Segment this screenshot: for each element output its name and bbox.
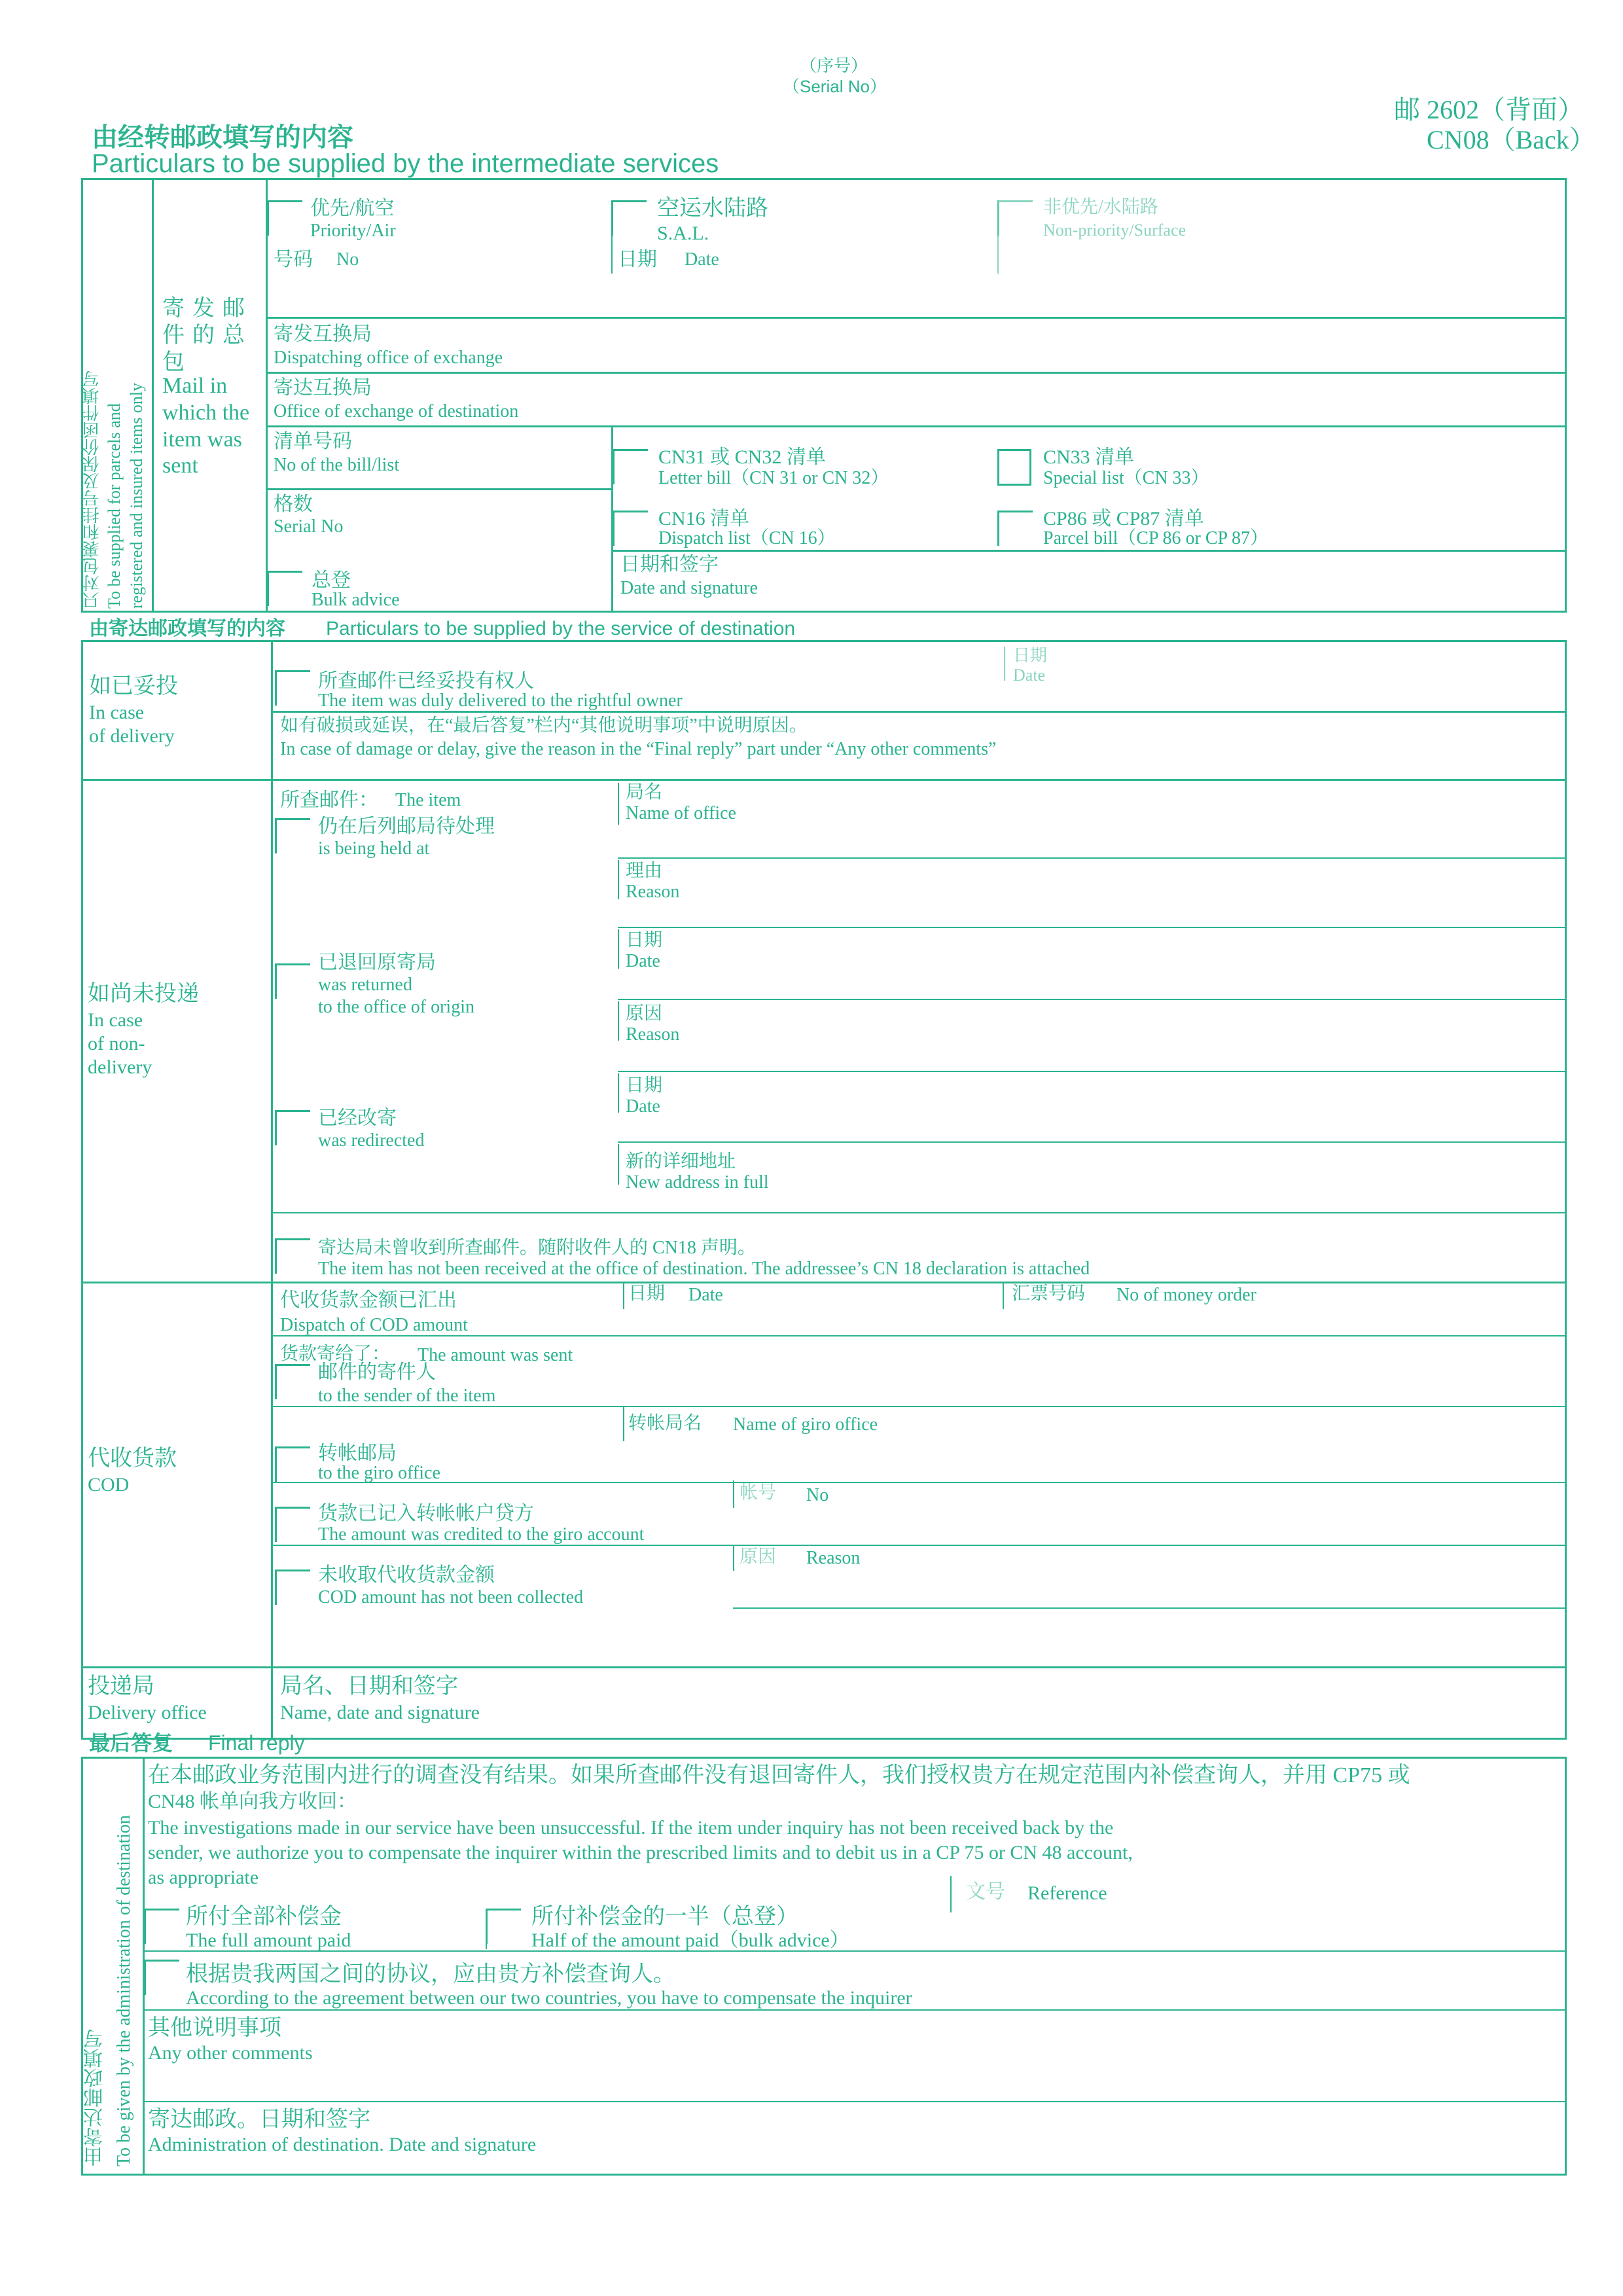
full-amount-en: The full amount paid: [186, 1929, 351, 1951]
not-collected-cn: 未收取代收货款金额: [318, 1564, 495, 1586]
not-received-en: The item has not been received at the office of destination. The addressee’s CN 18 declaration is attached: [318, 1259, 1090, 1279]
section2-title-cn: 由寄达邮政填写的内容: [89, 618, 285, 639]
nondelivery-label-en1: In case: [88, 1009, 143, 1031]
sal-date-cn: 日期: [618, 249, 657, 270]
sal-label-en: S.A.L.: [657, 223, 709, 244]
new-address-en: New address in full: [626, 1172, 769, 1193]
cp86-label-en: Parcel bill（CP 86 or CP 87）: [1043, 528, 1269, 548]
cod-date-cn: 日期: [628, 1283, 666, 1304]
redirected-date-cn: 日期: [626, 1075, 663, 1096]
section3-side-cn: 由寄达邮政填写: [84, 2029, 106, 2166]
amount-sent-cn: 货款寄给了：: [280, 1344, 391, 1364]
cod-label-en: COD: [88, 1474, 130, 1496]
cn31-label-cn: CN31 或 CN32 清单: [658, 446, 826, 468]
full-amount-cn: 所付全部补偿金: [186, 1905, 342, 1929]
giro-office-en: to the giro office: [318, 1463, 440, 1483]
cod-date-en: Date: [688, 1285, 723, 1305]
credited-checkbox[interactable]: [275, 1507, 310, 1542]
form-number-cn: 邮 2602（背面）: [1394, 95, 1584, 124]
reason2-cn: 原因: [626, 1003, 663, 1024]
not-collected-en: COD amount has not been collected: [318, 1587, 584, 1607]
number-label-en: No: [336, 249, 359, 270]
reference-en: Reference: [1027, 1882, 1107, 1904]
returned-label-en1: was returned: [318, 975, 412, 995]
surface-checkbox[interactable]: [997, 200, 1033, 236]
sender-en: to the sender of the item: [318, 1386, 496, 1406]
cn16-label-en: Dispatch list（CN 16）: [658, 528, 836, 548]
cn31-label-en: Letter bill（CN 31 or CN 32）: [658, 468, 889, 488]
office-name-en: Name of office: [626, 803, 736, 823]
damage-note-en: In case of damage or delay, give the reason in the “Final reply” part under “Any other comments”: [280, 739, 997, 759]
half-amount-en: Half of the amount paid（bulk advice）: [531, 1929, 849, 1951]
bill-no-cn: 清单号码: [274, 431, 352, 452]
returned-checkbox[interactable]: [275, 963, 310, 999]
dispatch-office-cn: 寄发互换局: [274, 323, 372, 345]
admin-destination-en: Administration of destination. Date and signature: [148, 2134, 537, 2155]
agreement-en: According to the agreement between our two countries, you have to compensate the inquirer: [186, 1987, 912, 2009]
section1-side-en1: To be supplied for parcels and: [105, 403, 124, 609]
agreement-cn: 根据贵我两国之间的协议，应由贵方补偿查询人。: [186, 1962, 675, 1986]
bulk-advice-cn: 总登: [312, 569, 351, 591]
new-address-cn: 新的详细地址: [626, 1151, 736, 1172]
delivered-label-cn: 所查邮件已经妥投有权人: [318, 670, 534, 692]
item-label-cn: 所查邮件：: [280, 789, 378, 811]
delivery-label-en2: of delivery: [89, 725, 175, 747]
delivery-label-en1: In case: [89, 702, 145, 723]
sender-checkbox[interactable]: [275, 1364, 310, 1399]
serial-label-en: （Serial No）: [783, 77, 887, 96]
reason1-cn: 理由: [626, 861, 663, 881]
redirected-label-en: was redirected: [318, 1130, 425, 1151]
serial-no-cn: 格数: [274, 493, 313, 515]
giro-name-cn: 转帐局名: [628, 1413, 702, 1433]
giro-office-cn: 转帐邮局: [318, 1443, 397, 1464]
delivered-date-cn: 日期: [1013, 646, 1048, 665]
serial-label-cn: （序号）: [800, 56, 868, 75]
item-label-en: The item: [395, 790, 461, 810]
bulk-advice-en: Bulk advice: [312, 590, 400, 610]
priority-checkbox[interactable]: [267, 200, 302, 236]
section3-side-en: To be given by the administration of destination: [114, 1815, 134, 2166]
name-date-signature-en: Name, date and signature: [280, 1702, 480, 1723]
section1-title-en: Particulars to be supplied by the intermediate services: [92, 149, 719, 178]
dest-office-cn: 寄达互换局: [274, 377, 372, 399]
delivered-date-en: Date: [1013, 666, 1046, 685]
number-label-cn: 号码: [274, 249, 313, 270]
account-no-en: No: [806, 1485, 829, 1505]
cn33-label-cn: CN33 清单: [1043, 446, 1135, 468]
not-received-checkbox[interactable]: [275, 1238, 310, 1274]
giro-name-en: Name of giro office: [733, 1414, 878, 1435]
cn33-label-en: Special list（CN 33）: [1043, 468, 1209, 488]
final-reply-para-cn1: 在本邮政业务范围内进行的调查没有结果。如果所查邮件没有退回寄件人，我们授权贵方在规定范围内补偿查询人，并用 CP75 或: [148, 1763, 1410, 1787]
held-label-en: is being held at: [318, 838, 430, 859]
full-amount-checkbox[interactable]: [144, 1909, 179, 1944]
serial-no-en: Serial No: [274, 516, 344, 537]
section1-title-cn: 由经转邮政填写的内容: [92, 123, 353, 152]
surface-label-en: Non-priority/Surface: [1043, 221, 1186, 240]
returned-label-cn: 已退回原寄局: [318, 952, 436, 973]
held-checkbox[interactable]: [275, 818, 310, 853]
delivery-office-cn: 投递局: [88, 1674, 154, 1698]
dispatch-office-en: Dispatching office of exchange: [274, 348, 503, 368]
mail-label-en: Mail in which the item was sent: [162, 374, 250, 478]
not-received-cn: 寄达局未曾收到所查邮件。随附收件人的 CN18 声明。: [318, 1238, 756, 1258]
reason1-en: Reason: [626, 882, 680, 902]
returned-date-en: Date: [626, 951, 660, 971]
comments-cn: 其他说明事项: [148, 2016, 281, 2040]
nondelivery-label-en3: delivery: [88, 1056, 152, 1078]
reason2-en: Reason: [626, 1024, 680, 1045]
priority-label-en: Priority/Air: [310, 221, 396, 241]
delivery-office-en: Delivery office: [88, 1702, 207, 1723]
amount-sent-en: The amount was sent: [418, 1345, 573, 1365]
redirected-checkbox[interactable]: [275, 1110, 310, 1145]
returned-date-cn: 日期: [626, 930, 663, 950]
final-reply-title-en: Final reply: [208, 1731, 305, 1755]
admin-destination-cn: 寄达邮政。日期和签字: [148, 2108, 370, 2132]
cp86-label-cn: CP86 或 CP87 清单: [1043, 508, 1204, 529]
cod-reason-en: Reason: [806, 1548, 861, 1568]
credited-cn: 货款已记入转帐帐户贷方: [318, 1503, 534, 1524]
account-no-cn: 帐号: [740, 1482, 777, 1503]
cn33-checkbox[interactable]: [997, 449, 1031, 486]
final-reply-para-en3: as appropriate: [148, 1867, 259, 1888]
not-collected-checkbox[interactable]: [275, 1570, 310, 1605]
bulk-advice-checkbox[interactable]: [267, 571, 302, 606]
final-reply-para-cn2: CN48 帐单向我方收回：: [148, 1791, 357, 1812]
comments-en: Any other comments: [148, 2042, 313, 2064]
final-reply-title-cn: 最后答复: [89, 1731, 173, 1755]
name-date-signature-cn: 局名、日期和签字: [280, 1674, 458, 1698]
final-reply-para-en2: sender, we authorize you to compensate the inquirer within the prescribed limits and to debit us in a CP 75 or CN 48 account,: [148, 1842, 1133, 1863]
sender-cn: 邮件的寄件人: [318, 1361, 436, 1383]
delivered-label-en: The item was duly delivered to the rightful owner: [318, 691, 683, 711]
cn31-checkbox[interactable]: [613, 449, 648, 484]
surface-label-cn: 非优先/水陆路: [1043, 197, 1158, 217]
cp86-checkbox[interactable]: [997, 511, 1033, 546]
dest-office-en: Office of exchange of destination: [274, 401, 519, 422]
held-label-cn: 仍在后列邮局待处理: [318, 816, 495, 837]
delivered-checkbox[interactable]: [275, 670, 310, 706]
cod-reason-cn: 原因: [740, 1547, 777, 1567]
section2-title-en: Particulars to be supplied by the service of destination: [326, 618, 796, 639]
redirected-label-cn: 已经改寄: [318, 1107, 397, 1129]
reference-cn: 文号: [966, 1881, 1005, 1903]
cod-label-cn: 代收货款: [88, 1446, 177, 1471]
priority-label-cn: 优先/航空: [310, 198, 395, 219]
money-order-en: No of money order: [1116, 1285, 1257, 1305]
final-reply-para-en1: The investigations made in our service have been unsuccessful. If the item under inquiry has not been received back by the: [148, 1817, 1114, 1839]
money-order-cn: 汇票号码: [1012, 1283, 1086, 1304]
cod-dispatch-cn: 代收货款金额已汇出: [280, 1289, 457, 1311]
date-signature-cn: 日期和签字: [620, 554, 719, 575]
returned-label-en2: to the office of origin: [318, 997, 474, 1017]
cod-dispatch-en: Dispatch of COD amount: [280, 1315, 468, 1335]
date-signature-en: Date and signature: [620, 578, 758, 598]
half-amount-cn: 所付补偿金的一半（总登）: [531, 1905, 798, 1929]
sal-checkbox[interactable]: [611, 200, 647, 236]
cn16-label-cn: CN16 清单: [658, 508, 750, 529]
form-number-en: CN08（Back）: [1427, 125, 1596, 154]
sal-label-cn: 空运水陆路: [657, 196, 768, 221]
delivery-label-cn: 如已妥投: [89, 674, 178, 698]
section1-side-en2: registered and insured items only: [127, 382, 146, 609]
cn16-checkbox[interactable]: [613, 511, 648, 546]
nondelivery-label-cn: 如尚未投递: [88, 982, 199, 1006]
bill-no-en: No of the bill/list: [274, 455, 400, 475]
office-name-cn: 局名: [626, 782, 663, 802]
agreement-checkbox[interactable]: [144, 1960, 179, 1995]
damage-note-cn: 如有破损或延误，在“最后答复”栏内“其他说明事项”中说明原因。: [280, 715, 808, 736]
mail-label-cn: 寄发邮件的总包: [162, 296, 253, 374]
nondelivery-label-en2: of non-: [88, 1033, 145, 1054]
section1-side-cn: 只对包裹和挂号及保价函件填写: [82, 370, 101, 609]
sal-date-en: Date: [685, 249, 719, 270]
giro-office-checkbox[interactable]: [275, 1446, 310, 1482]
credited-en: The amount was credited to the giro account: [318, 1524, 645, 1545]
half-amount-checkbox[interactable]: [486, 1909, 521, 1944]
redirected-date-en: Date: [626, 1096, 660, 1117]
